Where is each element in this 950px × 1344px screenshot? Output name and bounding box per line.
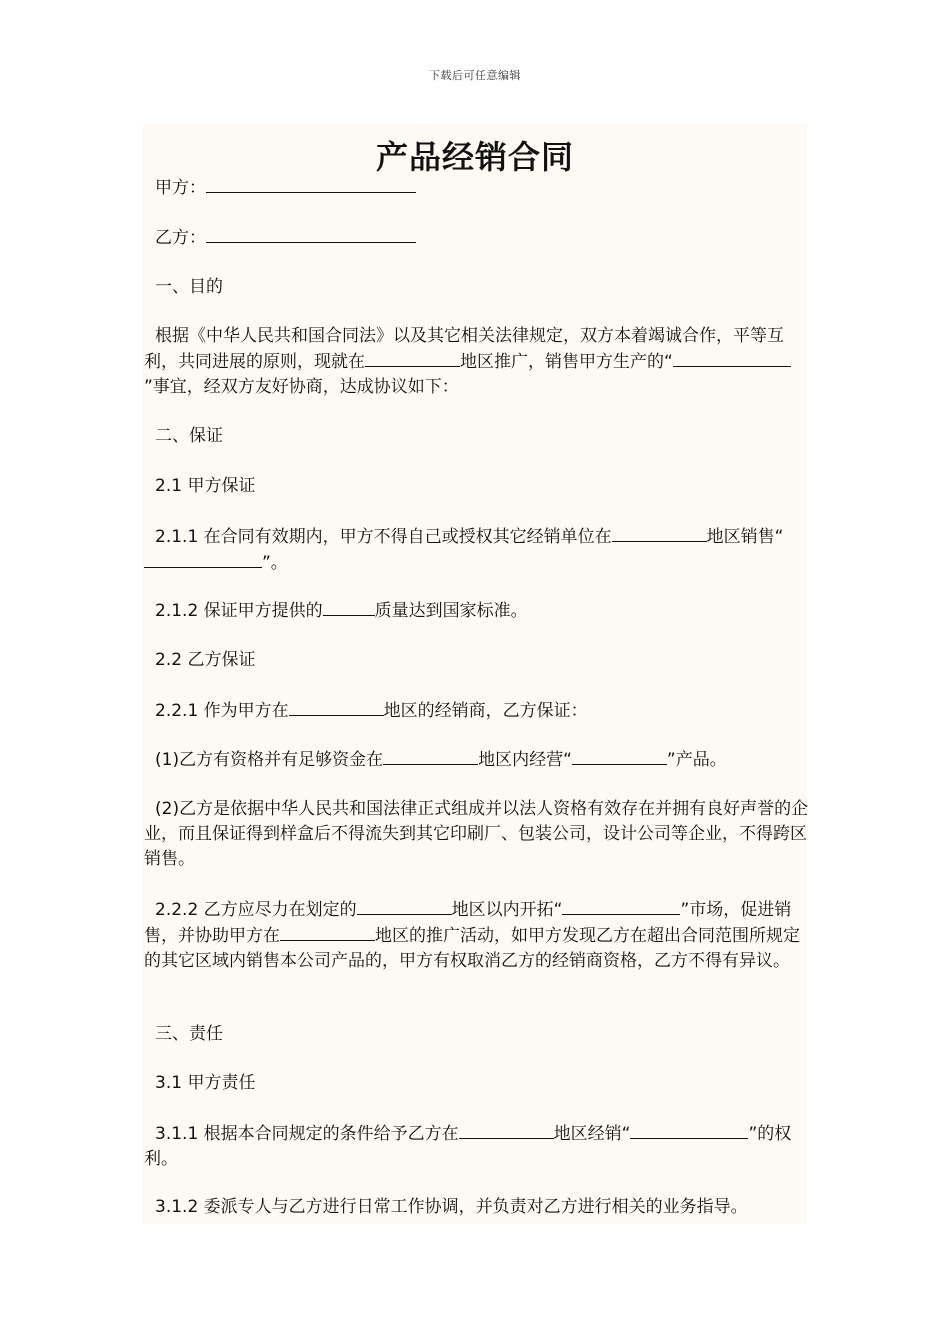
s1-text-1: 根据《中华人民共和国合同法》以及其它相关法律规定，双方本着竭诚合作，平等互利，共同进展的原则，现就在: [144, 326, 784, 372]
product-blank: [144, 550, 262, 568]
clause-2-1-1-text-2: 地区销售“: [706, 527, 784, 547]
item-2: (2)乙方是依据中华人民共和国法律正式组成并以法人资格有效存在并拥有良好声誉的企业，而且保证得到样盒后不得流失到其它印刷厂、包装公司，设计公司等企业，不得跨区销售。: [144, 799, 809, 869]
section-3-heading: 三、责任: [155, 1024, 223, 1044]
clause-2-2-1: [144, 698, 810, 724]
clause-3-1-1-text-2: 地区经销“: [553, 1124, 631, 1144]
party-a-label: 甲方：: [155, 178, 206, 198]
clause-2-2-2-text-4: 地区的推广活动，如甲方发现乙方在超出合同范围所规定的其它区域内销售本公司产品的，甲方有权取消乙方的经销商资格，乙方不得有异议。: [144, 926, 800, 971]
region-blank: [383, 747, 478, 765]
section-3-1-heading: 3.1 甲方责任: [155, 1073, 256, 1093]
item-1-text-1: (1)乙方有资格并有足够资金在: [155, 750, 384, 770]
section-2-2-heading: 2.2 乙方保证: [155, 650, 256, 670]
document-title: 产品经销合同: [375, 138, 574, 176]
header-note: 下载后可任意编辑: [429, 69, 521, 82]
clause-2-2-1-text-1: 2.2.1 作为甲方在: [155, 701, 289, 721]
product-blank: [562, 897, 680, 915]
product-blank: [572, 747, 667, 765]
product-blank: [630, 1121, 748, 1139]
section-2-1-heading: 2.1 甲方保证: [155, 476, 256, 496]
clause-2-2-2-text-3: ”市场，促进销售，并协助甲方在: [144, 900, 792, 946]
party-a-line: [144, 175, 810, 201]
region-blank: [357, 897, 452, 915]
party-a-blank: [206, 175, 416, 193]
clause-3-1-1: [144, 1121, 810, 1172]
clause-2-2-1-text-2: 地区的经销商，乙方保证：: [383, 701, 588, 721]
clause-2-1-1-text-1: 2.1.1 在合同有效期内，甲方不得自己或授权其它经销单位在: [155, 527, 612, 547]
region-blank: [365, 349, 460, 367]
clause-2-2-2: [144, 897, 810, 974]
clause-2-1-2-text-2: 质量达到国家标准。: [374, 601, 528, 621]
product-blank: [323, 598, 375, 616]
clause-2-2-2-text-1: 2.2.2 乙方应尽力在划定的: [155, 900, 357, 920]
clause-3-1-1-text-1: 3.1.1 根据本合同规定的条件给予乙方在: [155, 1124, 459, 1144]
region-blank: [612, 524, 707, 542]
item-1-text-2: 地区内经营“: [478, 750, 572, 770]
party-b-label: 乙方：: [155, 228, 206, 248]
clause-3-1-2: 3.1.2 委派专人与乙方进行日常工作协调，并负责对乙方进行相关的业务指导。: [155, 1197, 748, 1217]
region-blank: [280, 923, 375, 941]
s1-text-3: ”事宜，经双方友好协商，达成协议如下：: [144, 377, 459, 397]
product-blank: [673, 349, 791, 367]
party-b-line: [144, 225, 810, 251]
region-blank: [459, 1121, 554, 1139]
s1-text-2: 地区推广，销售甲方生产的“: [460, 352, 673, 372]
item-1-text-3: ”产品。: [666, 750, 727, 770]
section-2-heading: 二、保证: [155, 426, 223, 446]
section-1-paragraph: [144, 324, 810, 400]
region-blank: [289, 698, 384, 716]
section-1-heading: 一、目的: [155, 277, 223, 297]
party-b-blank: [206, 225, 416, 243]
clause-2-1-2: [144, 598, 810, 624]
clause-2-1-1: [144, 524, 810, 576]
clause-2-2-2-text-2: 地区以内开拓“: [451, 900, 563, 920]
item-1: [144, 747, 810, 773]
clause-2-1-2-text-1: 2.1.2 保证甲方提供的: [155, 601, 323, 621]
clause-2-1-1-text-3: ”。: [262, 553, 288, 573]
clause-3-1-1-text-3: ”的权利。: [144, 1124, 792, 1169]
